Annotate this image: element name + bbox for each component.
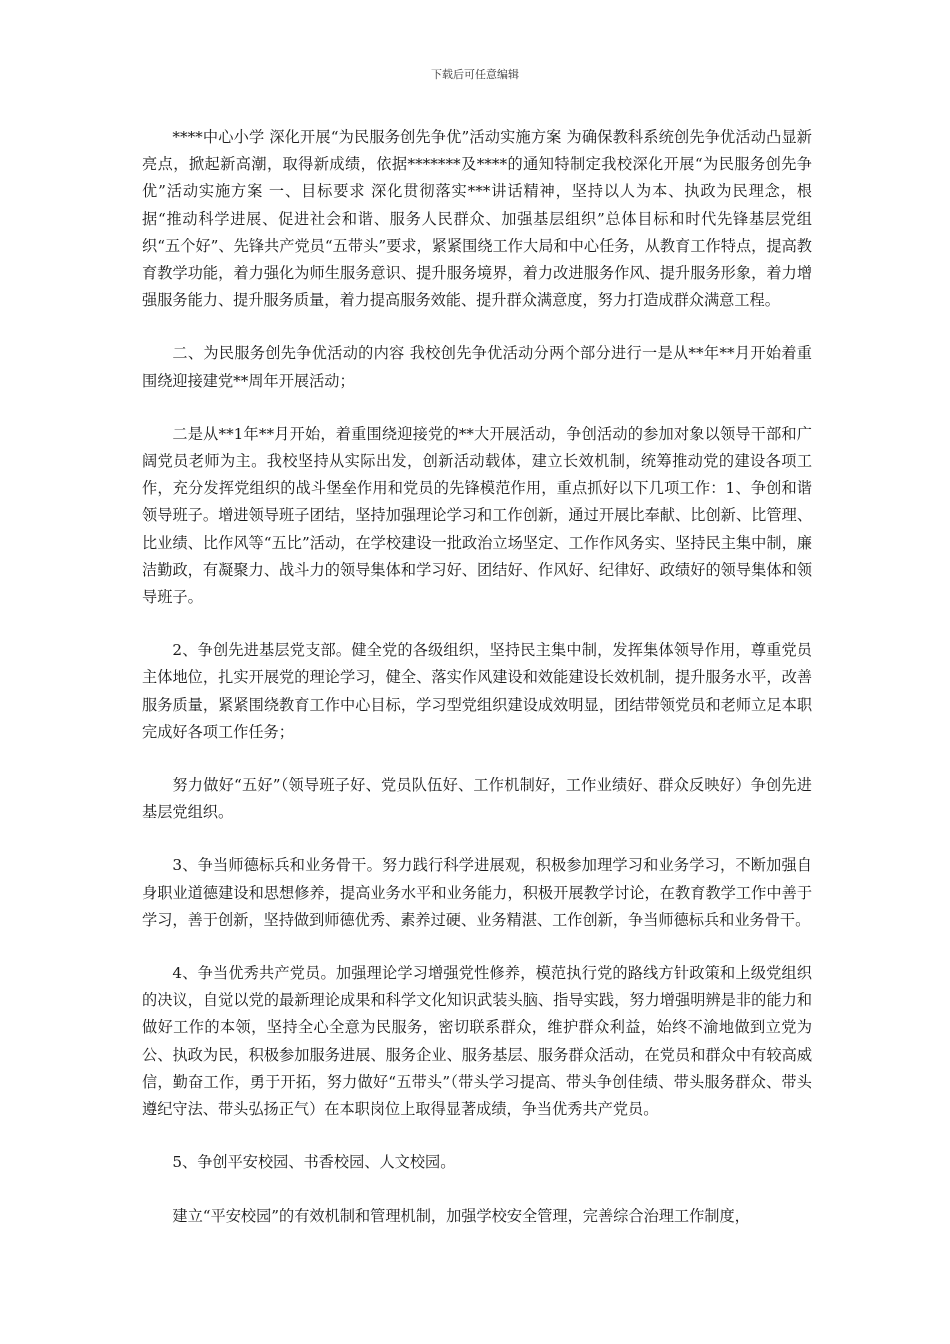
paragraph-item-4: 4、争当优秀共产党员。加强理论学习增强党性修养，模范执行党的路线方针政策和上级党组织的决议，自觉以党的最新理论成果和科学文化知识武装头脑、指导实践，努力增强明辨是非的能力和做好工作的本领，坚持全心全意为民服务，密切联系群众，维护群众利益，始终不渝地做到立党为公、执政为民，积极参加服务进展、服务企业、服务基层、服务群众活动，在党员和群众中有较高威信，勤奋工作，勇于开拓，努力做好“五带头”（带头学习提高、带头争创佳绩、带头服务群众、带头遵纪守法、带头弘扬正气）在本职岗位上取得显著成绩，争当优秀共产党员。 bbox=[142, 964, 812, 1119]
document-body bbox=[142, 124, 812, 1256]
page-header-note: 下载后可任意编辑 bbox=[431, 68, 519, 81]
paragraph-item-2: 2、争创先进基层党支部。健全党的各级组织，坚持民主集中制，发挥集体领导作用，尊重党员主体地位，扎实开展党的理论学习，健全、落实作风建设和效能建设长效机制，提升服务水平，改善服务质量，紧紧围绕教育工作中心目标，学习型党组织建设成效明显，团结带领党员和老师立足本职完成好各项工作任务； bbox=[142, 641, 812, 741]
paragraph-item-3: 3、争当师德标兵和业务骨干。努力践行科学进展观，积极参加理学习和业务学习，不断加强自身职业道德建设和思想修养，提高业务水平和业务能力，积极开展教学讨论，在教育教学工作中善于学习，善于创新，坚持做到师德优秀、素养过硬、业务精湛、工作创新，争当师德标兵和业务骨干。 bbox=[142, 856, 812, 929]
paragraph-five-good: 努力做好“五好”（领导班子好、党员队伍好、工作机制好，工作业绩好、群众反映好）争创先进基层党组织。 bbox=[142, 776, 812, 822]
paragraph-section-two: 二、为民服务创先争优活动的内容 我校创先争优活动分两个部分进行一是从**年**月开始着重围绕迎接建党**周年开展活动； bbox=[142, 344, 812, 390]
paragraph-part-two: 二是从**1年**月开始，着重围绕迎接党的**大开展活动，争创活动的参加对象以领导干部和广阔党员老师为主。我校坚持从实际出发，创新活动载体，建立长效机制，统筹推动党的建设各项工作，充分发挥党组织的战斗堡垒作用和党员的先锋模范作用，重点抓好以下几项工作：1、争创和谐领导班子。增进领导班子团结，坚持加强理论学习和工作创新，通过开展比奉献、比创新、比管理、比业绩、比作风等“五比”活动，在学校建设一批政治立场坚定、工作作风务实、坚持民主集中制，廉洁勤政，有凝聚力、战斗力的领导集体和学习好、团结好、作风好、纪律好、政绩好的领导集体和领导班子。 bbox=[142, 424, 812, 607]
paragraph-safe-campus: 建立“平安校园”的有效机制和管理机制，加强学校安全管理，完善综合治理工作制度， bbox=[172, 1206, 750, 1225]
paragraph-item-5: 5、争创平安校园、书香校园、人文校园。 bbox=[172, 1153, 456, 1172]
paragraph-intro: ****中心小学 深化开展“为民服务创先争优”活动实施方案 为确保教科系统创先争优活动凸显新亮点，掀起新高潮，取得新成绩，依据*******及****的通知特制定我校深化开展“为民服务创先争优”活动实施方案 一、目标要求 深化贯彻落实***讲话精神，坚持以人为本、执政为民理念，根据“推动科学进展、促进社会和谐、服务人民群众、加强基层组织”总体目标和时代先锋基层党组织“五个好”、先锋共产党员“五带头”要求，紧紧围绕工作大局和中心任务，从教育工作特点，提高教育教学功能，着力强化为师生服务意识、提升服务境界，着力改进服务作风、提升服务形象，着力增强服务能力、提升服务质量，着力提高服务效能、提升群众满意度，努力打造成群众满意工程。 bbox=[142, 128, 812, 310]
